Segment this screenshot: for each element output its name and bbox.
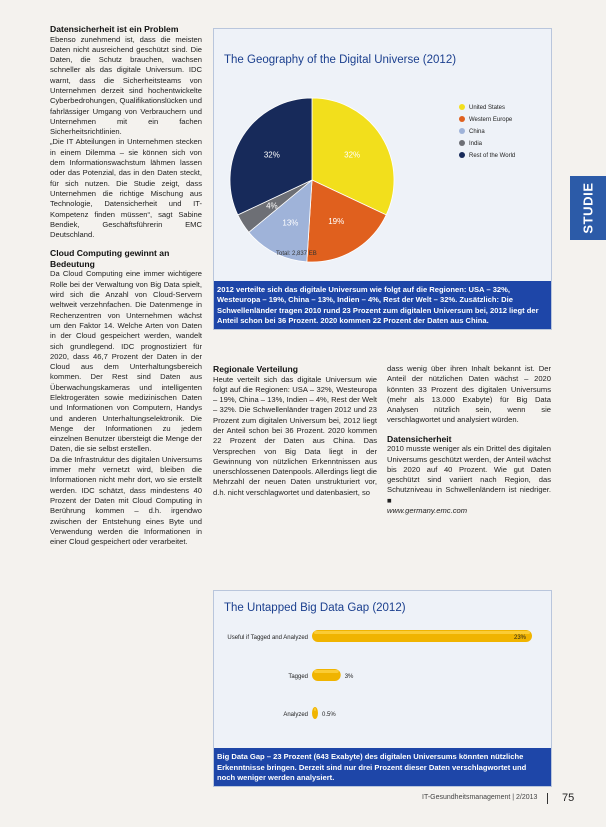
legend-label: India [469,141,483,148]
legend-label: Western Europe [469,117,513,124]
footer-divider [547,793,548,804]
pie-slice-label: 32% [344,150,361,160]
bar-highlight [314,670,339,673]
pie-slice-label: 32% [263,150,280,160]
bar-value-label: 0.5% [322,712,336,718]
section-tab-label: STUDIE [580,182,596,234]
legend-swatch [459,140,465,146]
website-link[interactable]: www.germany.emc.com [387,506,468,516]
footer-magazine: IT-Gesundheitsmanagement | 2/2013 [422,794,538,801]
bar-category-label: Useful if Tagged and Analyzed [227,635,308,641]
heading-datensicherheit-problem: Datensicherheit ist ein Problem [50,24,179,34]
heading-cloud-computing: Cloud Computing gewinnt an Bedeutung [50,248,170,269]
paragraph-cloud: Da Cloud Computing eine immer wichtigere Rolle bei der Verwaltung von Big Data spielt, wird sich die Anzahl von Cloud-Servern weltweit verzehnfachen. Die Datenmenge in Rechenzentren von Unternehmen wächst um den Faktor 14. Welche Arten von Daten in der Cloud gespeichert werden, wandelt sich grundlegend. IDC prognostiziert für 2020, dass 46,7 Prozent der Daten in der Cloud aus dem Unterhaltungsbereich kommen. Der Rest sind Daten aus Überwachungskameras und intelligenten Elektrogeräten sowie medizinischen Daten und Informationen von Computern, Handys und anderen Unterhaltungselektronik. Die Menge der Informationen zu jedem einzelnen Benutzer übersteigt die Menge der Daten, die sie selbst erstellen. [50,269,202,454]
bar-highlight [314,631,530,634]
figure-geography [213,28,552,330]
heading-regionale-verteilung: Regionale Verteilung [213,364,299,374]
bar-category-label: Analyzed [283,712,308,718]
legend-swatch [459,152,465,158]
figure-title: The Geography of the Digital Universe (2012) [224,54,457,66]
bar-highlight [314,708,316,711]
paragraph-infrastructure: Da die Infrastruktur des digitalen Universums immer mehr vernetzt wird, bleiben die Informationen nicht mehr dort, wo sie erstellt werden. IDC schätzt, dass mindestens 40 Prozent der Daten mit Cloud Computing in Berührung kommen – d.h. irgendwo zwischen der Entstehung eines Byte und Verwendung werden die Informationen in einer Cloud gespeichert oder verarbeitet. [50,454,202,547]
figure-caption: 2012 verteilte sich das digitale Universum wie folgt auf die Regionen: USA – 32%, Westeuropa – 19%, China – 13%, Indien – 4%, Rest der Welt – 32%. Zusätzlich: Die Schwellenländer tragen 2010 rund 23 Prozent zum digitalen Universum bei, 2012 liegt der Anteil schon bei 36 Prozent. 2020 kommen 22 Prozent der Daten aus China. [214,281,551,329]
figure-data-gap [213,590,552,787]
pie-chart [214,29,551,279]
right-column [387,364,551,516]
bar-value-label: 23% [513,635,526,641]
legend-swatch [459,116,465,122]
bar-category-label: Tagged [288,674,308,680]
legend-swatch [459,128,465,134]
legend-label: China [469,129,485,136]
pie-slice-label: 4% [266,201,278,211]
figure-caption: Big Data Gap – 23 Prozent (643 Exabyte) des digitalen Universums könnten nützliche Erkenntnisse bringen. Derzeit sind nur drei Prozent dieser Daten verschlagwortet und noch weniger werden analysiert. [214,748,551,786]
legend-label: United States [469,105,506,112]
figure-title: The Untapped Big Data Gap (2012) [224,602,406,614]
paragraph-datensicherheit: 2010 musste weniger als ein Drittel des digitalen Universums geschützt werden, der Anteil wächst bis 2020 auf 40 Prozent. Wie gut Daten geschützt sind variiert nach Region, das Schutzniveau in Schwellenländern ist niedriger. ■ [387,444,551,505]
paragraph-continued: dass wenig über ihren Inhalt bekannt ist. Der Anteil der nützlichen Daten wächst – 2020 könnten 33 Prozent des digitalen Universums (mehr als 13.000 Exabyte) für Big Data Analysen nützlich sein, wenn sie verschlagwortet und analysiert würden. [387,364,551,425]
paragraph-security: Ebenso zunehmend ist, dass die meisten Daten nicht ausreichend geschützt sind. Die Daten, die Schutz brauchen, wachsen schneller als das digitale Universum. IDC warnt, dass die Sicherheitsteams von Unternehmen derzeit sind hochentwickelte Cyberbedrohungen, Qualifikationslücken und fahrlässiger Umgang von Verbrauchern und Unternehmen mit ein fachen Sicherheitsrichtlinien. [50,34,202,137]
pie-slice-label: 19% [328,216,345,226]
page-number: 75 [562,792,575,804]
total-label: Total: 2,837 EB [276,251,317,257]
paragraph-regional: Heute verteilt sich das digitale Universum wie folgt auf die Regionen: USA – 32%, Westeuropa – 19%, China – 13%, Indien – 4%, Rest der Welt – 32%. Die Schwellenländer tragen 2012 und 23 Prozent zum digitalen Universum bei, 2012 liegt der Anteil schon bei 36 Prozent. 2020 kommen 22 Prozent der Daten aus China. Das Versprechen von Big Data liegt in der Gewinnung von nützlichen Erkenntnissen aus unerschlossenen Datenpools. Allerdings liegt die Mehrzahl der neuen Daten unstrukturiert vor, d.h. nicht verschlagwortet und datenbasiert, so [213,374,377,497]
pie-slice-label: 13% [282,218,299,228]
left-column [50,24,202,547]
bar-value-label: 3% [344,674,354,680]
section-tab [570,176,606,240]
legend-swatch [459,104,465,110]
paragraph-quote: „Die IT Abteilungen in Unternehmen stecken in einem Dilemma – sie können sich von dem Informationswachstum lähmen lassen oder das Potenzial, das in den Daten steckt, für sich nutzen. Die Studie zeigt, dass Unternehmen die richtige Mischung aus Technologie, Datensicherheit und IT-Kompetenz finden müssen“, sagt Sabine Bendiek, Geschäftsführerin EMC Deutschland. [50,137,202,240]
middle-column [213,364,377,498]
heading-datensicherheit: Datensicherheit [387,433,452,444]
bar-chart [214,591,551,741]
legend-label: Rest of the World [469,153,516,160]
